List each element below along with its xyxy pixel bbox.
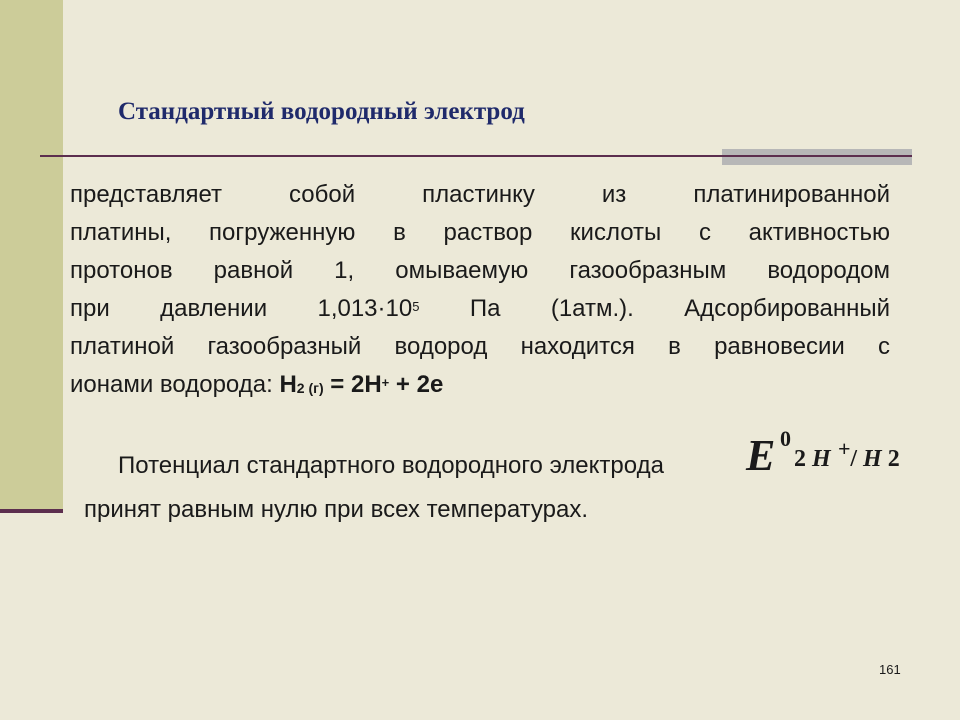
eq-2h: = 2H bbox=[323, 371, 382, 398]
para-line-3: протонов равной 1, омываемую газообразным водородом bbox=[70, 257, 890, 284]
para-line-4 bbox=[70, 290, 890, 328]
title-rule bbox=[40, 155, 912, 157]
para-line-5: платиной газообразный водород находится в равновесии с bbox=[70, 333, 890, 360]
formula-e-symbol: E bbox=[746, 431, 776, 480]
para-line-6 bbox=[70, 366, 890, 404]
formula-sub-2a: 2 bbox=[794, 446, 806, 472]
ions-text: ионами водорода: bbox=[70, 371, 280, 398]
pressure-exponent: 5 bbox=[412, 299, 420, 314]
paragraph-potential-line-2: принят равным нулю при всех температурах. bbox=[84, 496, 588, 523]
eq-electrons: + 2e bbox=[389, 371, 444, 398]
reaction-equation bbox=[279, 371, 443, 398]
pressure-text: при давлении 1,013·10 bbox=[70, 295, 413, 322]
formula-superscript: 0 bbox=[780, 426, 791, 451]
eq-charge: + bbox=[381, 375, 390, 390]
eq-h2-subscript: 2 (г) bbox=[296, 380, 324, 396]
standard-potential-formula bbox=[746, 426, 926, 486]
paragraph-description bbox=[70, 176, 890, 404]
slide-title: Стандартный водородный электрод bbox=[118, 98, 525, 125]
formula-sub-h2: H bbox=[863, 446, 882, 472]
sidebar-underline bbox=[0, 509, 63, 513]
paragraph-potential-line-1: Потенциал стандартного водородного электрода bbox=[118, 452, 664, 479]
formula-sub-h1: H bbox=[812, 446, 831, 472]
formula-sub-slash: / bbox=[844, 446, 864, 472]
title-rule-accent bbox=[722, 149, 912, 165]
eq-h2: H bbox=[279, 371, 297, 398]
page-number: 161 bbox=[879, 662, 901, 677]
formula-plus: + bbox=[838, 436, 851, 461]
sidebar-band bbox=[0, 0, 63, 509]
para-line-2: платины, погруженную в раствор кислоты с активностью bbox=[70, 219, 890, 246]
para-line-1: представляет собой пластинку из платинированной bbox=[70, 181, 890, 208]
formula-sub-2b: 2 bbox=[887, 446, 900, 472]
pressure-unit-text: Па (1атм.). Адсорбированный bbox=[419, 295, 890, 322]
